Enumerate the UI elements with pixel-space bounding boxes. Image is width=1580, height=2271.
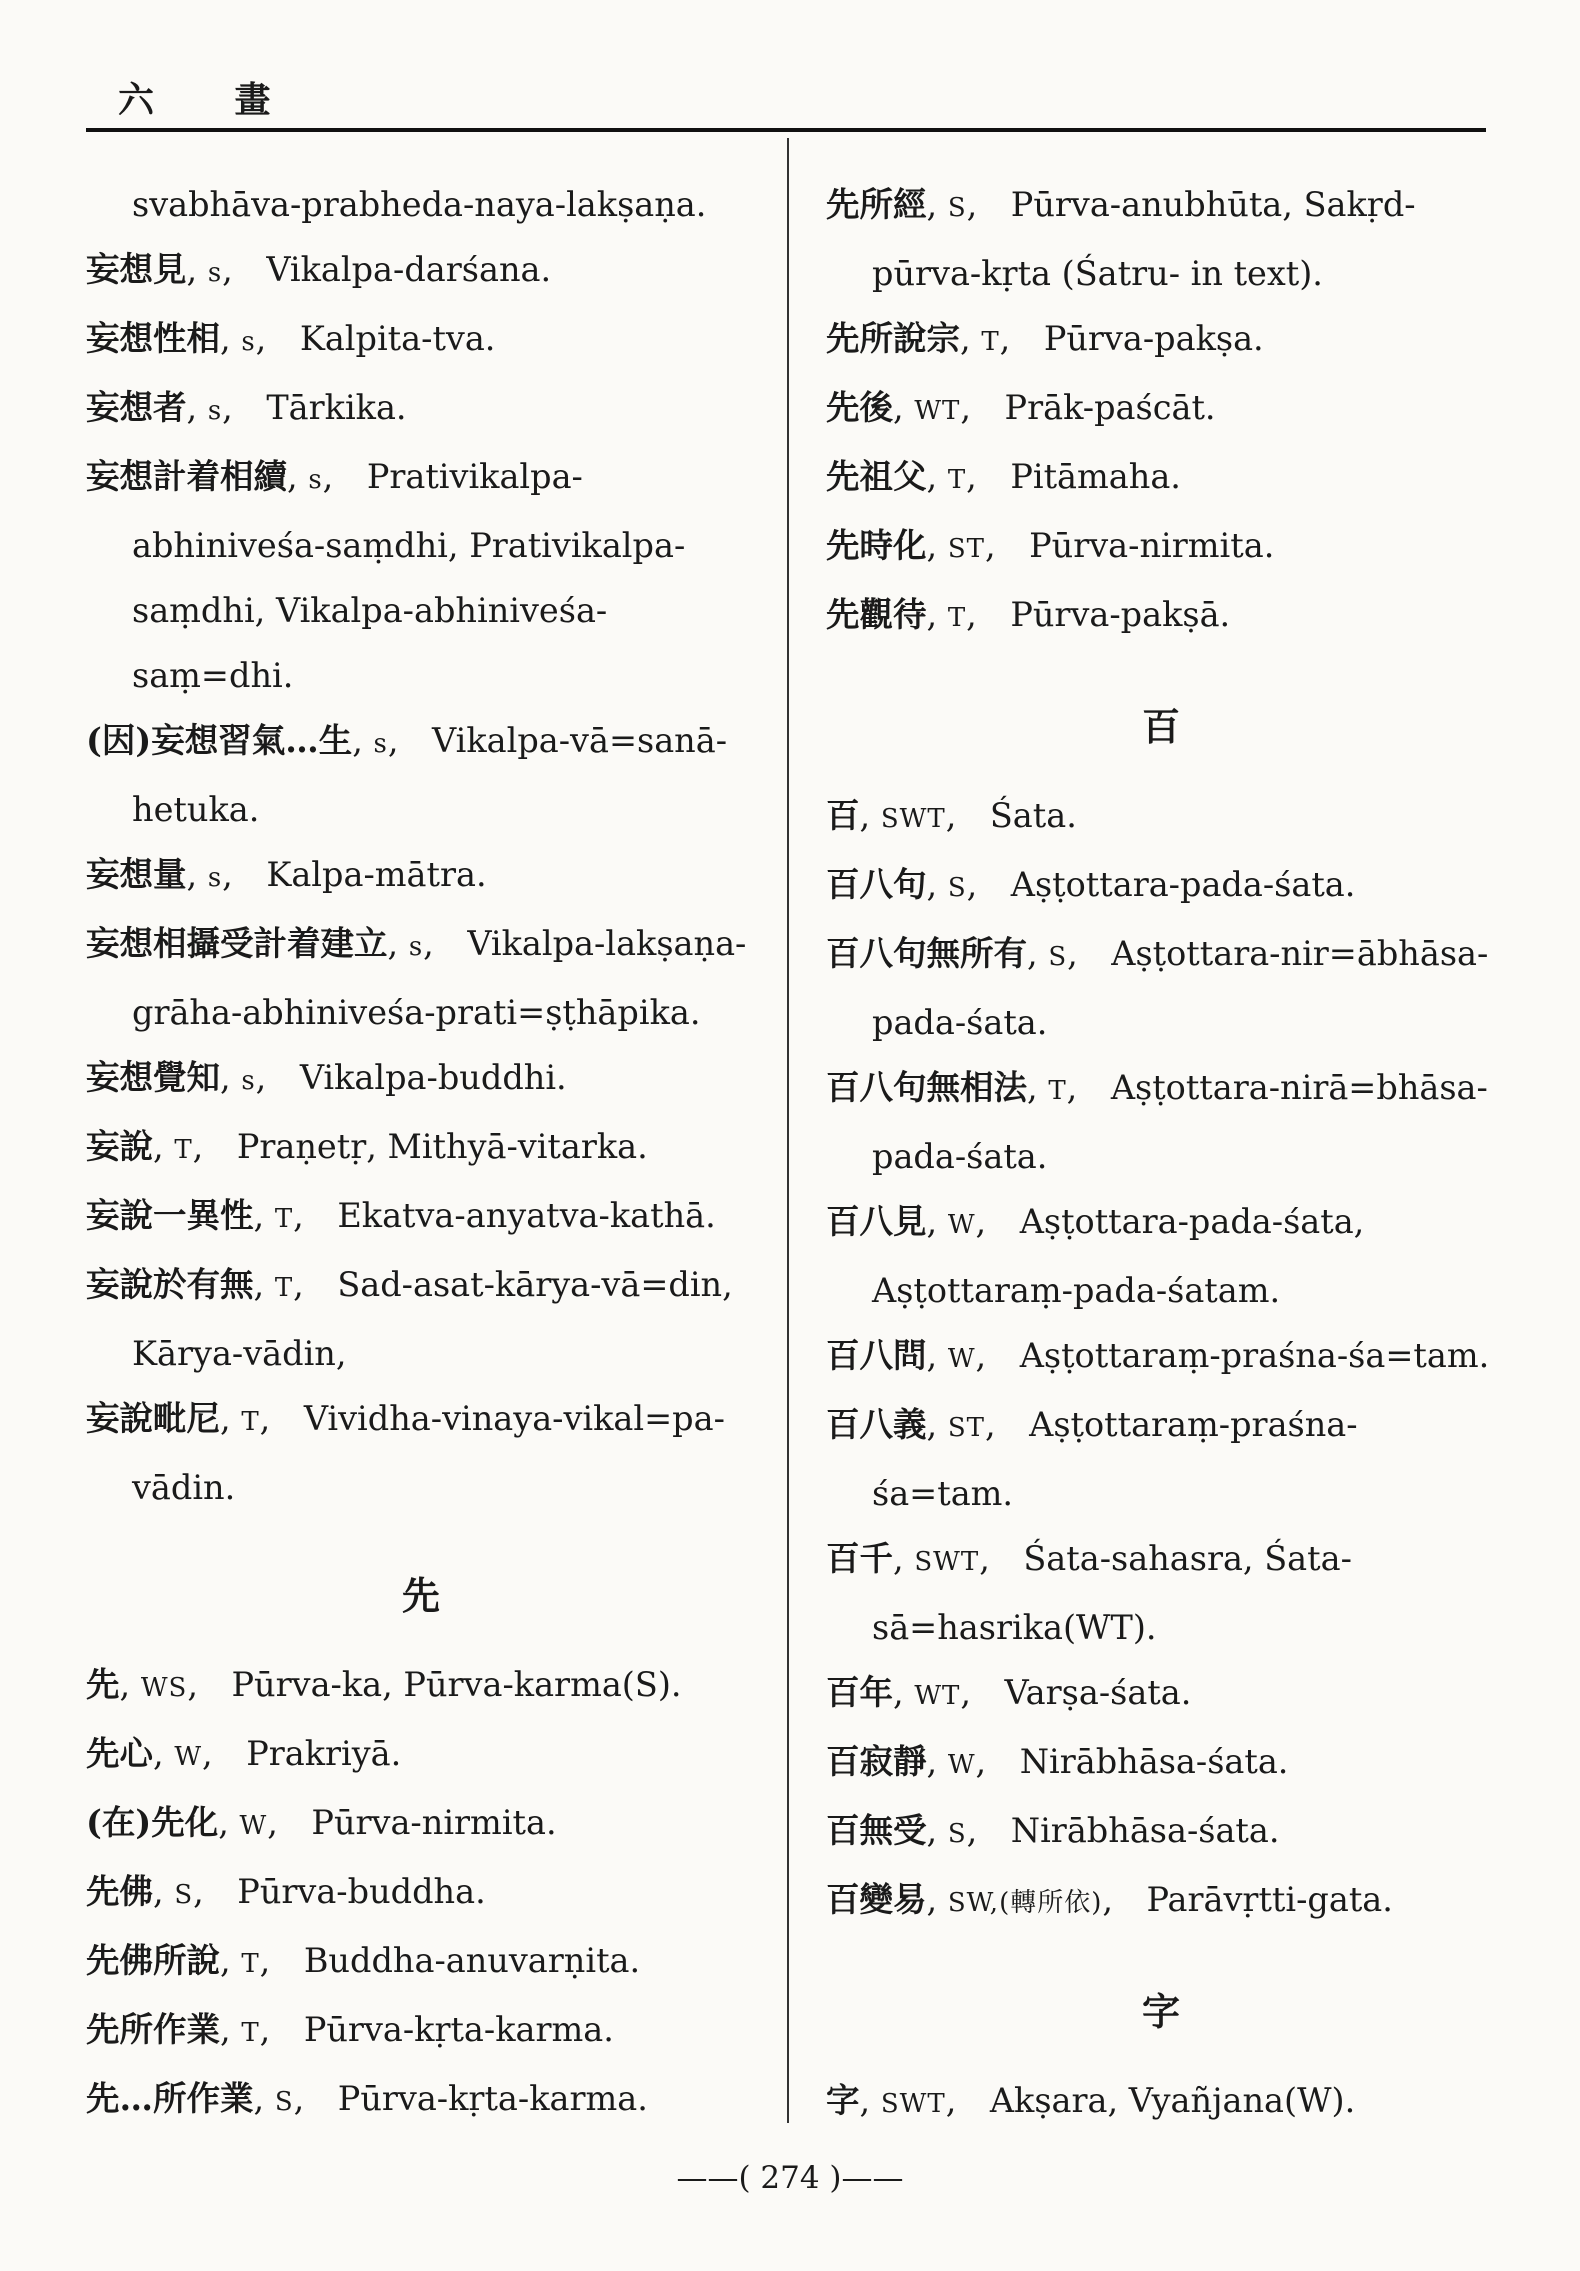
entry-headword: 字 [826, 2081, 860, 2120]
entry-source: T [947, 465, 967, 495]
dictionary-entry: 先時化, ST, Pūrva-nirmita. [826, 526, 1275, 565]
entry-headword: 先…所作業 [86, 2079, 254, 2118]
entry-headword: 百八句 [826, 865, 927, 904]
entry-source: W [947, 1344, 976, 1374]
entry-source: S [1048, 942, 1068, 972]
section-heading: 先 [401, 1573, 440, 1618]
entry-source: S [274, 2087, 294, 2117]
entry-sanskrit: Pūrva-kṛta-karma. [303, 2010, 614, 2049]
entry-headword: 先所作業 [86, 2010, 220, 2049]
dictionary-entry: 百八義, ST, Aṣṭottaraṃ-praśna-śa=tam. [826, 1405, 1358, 1513]
entry-source: S [947, 1819, 967, 1849]
running-head: 六 畫 [118, 79, 305, 121]
dictionary-entry: 先…所作業, S, Pūrva-kṛta-karma. [86, 2079, 648, 2118]
entry-sanskrit: Aṣṭottara-pada-śata, Aṣṭottaraṃ-pada-śatam. [872, 1202, 1365, 1310]
entry-sanskrit: Pūrva-kṛta-karma. [337, 2079, 648, 2118]
entry-headword: 先佛 [86, 1872, 153, 1911]
right-column [826, 172, 1496, 2137]
entry-source: T [274, 1273, 294, 1303]
dictionary-entry: 先心, W, Prakriyā. [86, 1734, 402, 1773]
entry-source: WT [914, 396, 961, 426]
entry-headword: 妄想覺知 [86, 1058, 220, 1097]
entry-sanskrit: Aṣṭottaraṃ-praśna-śa=tam. [1019, 1336, 1490, 1375]
entry-headword: 百年 [826, 1673, 893, 1712]
entry-source: SWT [880, 2089, 946, 2119]
entry-sanskrit: Kalpita-tva. [299, 319, 496, 358]
dictionary-entry: (在)先化, W, Pūrva-nirmita. [86, 1803, 557, 1842]
entry-source: SWT [914, 1547, 980, 1577]
entry-source: W [174, 1742, 203, 1772]
dictionary-entry: 妄想量, s, Kalpa-mātra. [86, 855, 487, 894]
entry-sanskrit: Pūrva-nirmita. [1029, 526, 1275, 565]
entry-headword: 百八句無所有 [826, 934, 1027, 973]
entry-headword: 先 [86, 1665, 120, 1704]
entry-sanskrit: Prāk-paścāt. [1004, 388, 1216, 427]
entry-source: S [947, 873, 967, 903]
entry-sanskrit: svabhāva-prabheda-naya-lakṣaṇa. [132, 185, 707, 224]
entry-source: T [274, 1204, 294, 1234]
entry-source: s [241, 327, 256, 357]
entry-source: W [239, 1811, 268, 1841]
dictionary-entry: 百八問, W, Aṣṭottaraṃ-praśna-śa=tam. [826, 1336, 1490, 1375]
entry-source: s [408, 932, 424, 962]
dictionary-entry: 先, WS, Pūrva-ka, Pūrva-karma(S). [86, 1665, 682, 1704]
dictionary-entry: 百, SWT, Śata. [826, 796, 1077, 835]
entry-headword: 百八見 [826, 1202, 927, 1241]
dictionary-entry [86, 172, 756, 237]
column-divider [787, 138, 789, 2123]
dictionary-entry: 百八句無所有, S, Aṣṭottara-nir=ābhāsa-pada-śata. [826, 934, 1489, 1042]
entry-source: W [947, 1750, 976, 1780]
entry-sanskrit: Pūrva-buddha. [237, 1872, 486, 1911]
dictionary-entry: 妄想相攝受計着建立, s, Vikalpa-lakṣaṇa-grāha-abhiniveśa-prati=ṣṭhāpika. [86, 924, 747, 1032]
dictionary-entry: 百變易, SW,(轉所依), Parāvṛtti-gata. [826, 1880, 1393, 1919]
entry-headword: 先所經 [826, 185, 927, 224]
dictionary-entry: 先佛, S, Pūrva-buddha. [86, 1872, 486, 1911]
header-rule [86, 128, 1486, 132]
entry-sanskrit: Vikalpa-vā=sanā-hetuka. [132, 721, 728, 829]
dictionary-entry: 百無受, S, Nirābhāsa-śata. [826, 1811, 1280, 1850]
dictionary-entry: 百八見, W, Aṣṭottara-pada-śata, Aṣṭottaraṃ-pada-śatam. [826, 1202, 1365, 1310]
entry-sanskrit: Śata. [989, 796, 1077, 835]
entry-source: s [241, 1066, 256, 1096]
entry-sanskrit: Pūrva-pakṣa. [1043, 319, 1264, 358]
entry-headword: (因)妄想習氣…生 [86, 721, 353, 760]
dictionary-entry: 百八句, S, Aṣṭottara-pada-śata. [826, 865, 1356, 904]
entry-sanskrit: Prakriyā. [246, 1734, 402, 1773]
section-heading: 百 [1141, 704, 1180, 749]
entry-source: SWT [880, 804, 946, 834]
entry-sanskrit: Pūrva-ka, Pūrva-karma(S). [231, 1665, 682, 1704]
dictionary-entry: 百年, WT, Varṣa-śata. [826, 1673, 1192, 1712]
entry-headword: 妄說毗尼 [86, 1399, 220, 1438]
entry-sanskrit: Parāvṛtti-gata. [1146, 1880, 1393, 1919]
dictionary-entry: 妄想者, s, Tārkika. [86, 388, 407, 427]
entry-source: T [981, 327, 1000, 357]
entry-headword: 百變易 [826, 1880, 927, 1919]
entry-sanskrit: Vividha-vinaya-vikal=pa-vādin. [132, 1399, 725, 1507]
entry-source: T [241, 2018, 260, 2048]
entry-sanskrit: Akṣara, Vyañjana(W). [989, 2081, 1356, 2120]
entry-sanskrit: Praṇetṛ, Mithyā-vitarka. [236, 1127, 648, 1166]
entry-source: s [207, 396, 223, 426]
entry-sanskrit: Aṣṭottara-nirā=bhāsa-pada-śata. [872, 1068, 1488, 1176]
entry-sanskrit: Śata-sahasra, Śata-sā=hasrika(WT). [872, 1539, 1352, 1647]
entry-sanskrit: Pitāmaha. [1010, 457, 1181, 496]
entry-sanskrit: Aṣṭottaraṃ-praśna-śa=tam. [872, 1405, 1358, 1513]
entry-source: s [373, 729, 388, 759]
entry-headword: 先佛所說 [86, 1941, 220, 1980]
entry-sanskrit: Vikalpa-darśana. [266, 250, 552, 289]
entry-sanskrit: Vikalpa-lakṣaṇa-grāha-abhiniveśa-prati=ṣṭhāpika. [132, 924, 747, 1032]
entry-source: T [174, 1135, 193, 1165]
entry-headword: 先所說宗 [826, 319, 960, 358]
entry-sanskrit: Pūrva-pakṣā. [1010, 595, 1231, 634]
entry-sanskrit: Aṣṭottara-nir=ābhāsa-pada-śata. [872, 934, 1489, 1042]
entry-sanskrit: Varṣa-śata. [1004, 1673, 1192, 1712]
entry-sanskrit: Nirābhāsa-śata. [1010, 1811, 1280, 1850]
entry-headword: 先心 [86, 1734, 153, 1773]
dictionary-entry: 百八句無相法, T, Aṣṭottara-nirā=bhāsa-pada-śata. [826, 1068, 1488, 1176]
entry-sanskrit: Pūrva-anubhūta, Sakṛd-pūrva-kṛta (Śatru- in text). [872, 185, 1416, 293]
entry-headword: 百無受 [826, 1811, 927, 1850]
dictionary-entry: 妄說一異性, T, Ekatva-anyatva-kathā. [86, 1196, 716, 1235]
entry-source: s [308, 465, 323, 495]
dictionary-entry: 先所作業, T, Pūrva-kṛta-karma. [86, 2010, 614, 2049]
dictionary-entry: 妄說於有無, T, Sad-asat-kārya-vā=din, Kārya-vādin, [86, 1265, 733, 1373]
entry-sanskrit: Vikalpa-buddhi. [299, 1058, 567, 1097]
entry-headword: 妄想計着相續 [86, 457, 287, 496]
entry-source: s [207, 863, 223, 893]
entry-headword: 妄想性相 [86, 319, 220, 358]
entry-headword: 百寂靜 [826, 1742, 927, 1781]
entry-headword: 先後 [826, 388, 893, 427]
entry-sanskrit: Pūrva-nirmita. [311, 1803, 557, 1842]
entry-headword: 百八義 [826, 1405, 927, 1444]
entry-sanskrit: Sad-asat-kārya-vā=din, Kārya-vādin, [132, 1265, 733, 1373]
entry-sanskrit: Nirābhāsa-śata. [1019, 1742, 1289, 1781]
section-heading: 字 [1141, 1989, 1180, 2034]
entry-headword: 先祖父 [826, 457, 927, 496]
dictionary-entry: 妄想見, s, Vikalpa-darśana. [86, 250, 552, 289]
entry-source: WT [914, 1681, 961, 1711]
entry-headword: 先觀待 [826, 595, 927, 634]
entry-source: W [947, 1210, 976, 1240]
entry-headword: 百八問 [826, 1336, 927, 1375]
dictionary-entry: 妄說, T, Praṇetṛ, Mithyā-vitarka. [86, 1127, 648, 1166]
dictionary-entry: 百寂靜, W, Nirābhāsa-śata. [826, 1742, 1289, 1781]
entry-source: T [241, 1949, 260, 1979]
entry-source: T [241, 1407, 260, 1437]
dictionary-entry: 妄想覺知, s, Vikalpa-buddhi. [86, 1058, 567, 1097]
entry-headword: 妄想量 [86, 855, 187, 894]
entry-sanskrit: Tārkika. [266, 388, 407, 427]
dictionary-entry: 先後, WT, Prāk-paścāt. [826, 388, 1216, 427]
entry-headword: 妄說於有無 [86, 1265, 254, 1304]
dictionary-entry: 百千, SWT, Śata-sahasra, Śata-sā=hasrika(WT). [826, 1539, 1352, 1647]
entry-sanskrit: Buddha-anuvarṇita. [303, 1941, 641, 1980]
entry-headword: 妄想者 [86, 388, 187, 427]
entry-source: S [947, 193, 967, 223]
entry-source: ST [947, 534, 985, 564]
left-column [86, 172, 756, 2135]
entry-headword: 百千 [826, 1539, 893, 1578]
entry-source: WS [140, 1673, 188, 1703]
entry-headword: 百 [826, 796, 860, 835]
entry-headword: 妄想相攝受計着建立 [86, 924, 388, 963]
entry-source: T [1048, 1076, 1067, 1106]
dictionary-entry: 先佛所說, T, Buddha-anuvarṇita. [86, 1941, 641, 1980]
entry-source: S [174, 1880, 194, 1910]
entry-source: T [947, 603, 967, 633]
dictionary-entry: 字, SWT, Akṣara, Vyañjana(W). [826, 2081, 1356, 2120]
entry-headword: (在)先化 [86, 1803, 219, 1842]
dictionary-entry: 先所說宗, T, Pūrva-pakṣa. [826, 319, 1264, 358]
entry-headword: 妄想見 [86, 250, 187, 289]
entry-headword: 妄說一異性 [86, 1196, 254, 1235]
dictionary-entry: 先祖父, T, Pitāmaha. [826, 457, 1181, 496]
page-number: ——( 274 )—— [676, 2160, 904, 2196]
entry-sanskrit: Aṣṭottara-pada-śata. [1010, 865, 1356, 904]
entry-sanskrit: Prativikalpa-abhiniveśa-saṃdhi, Prativikalpa-saṃdhi, Vikalpa-abhiniveśa-saṃ=dhi. [132, 457, 686, 695]
entry-headword: 先時化 [826, 526, 927, 565]
entry-headword: 妄說 [86, 1127, 153, 1166]
dictionary-entry: 先所經, S, Pūrva-anubhūta, Sakṛd-pūrva-kṛta (Śatru- in text). [826, 185, 1416, 293]
entry-sanskrit: Ekatva-anyatva-kathā. [337, 1196, 716, 1235]
dictionary-entry: (因)妄想習氣…生, s, Vikalpa-vā=sanā-hetuka. [86, 721, 728, 829]
dictionary-entry: 妄想計着相續, s, Prativikalpa-abhiniveśa-saṃdhi, Prativikalpa-saṃdhi, Vikalpa-abhiniveśa-saṃ=dhi. [86, 457, 686, 695]
dictionary-entry: 妄說毗尼, T, Vividha-vinaya-vikal=pa-vādin. [86, 1399, 725, 1507]
entry-sanskrit: Kalpa-mātra. [266, 855, 487, 894]
dictionary-entry: 先觀待, T, Pūrva-pakṣā. [826, 595, 1231, 634]
dictionary-entry: 妄想性相, s, Kalpita-tva. [86, 319, 496, 358]
entry-headword: 百八句無相法 [826, 1068, 1027, 1107]
entry-source: SW,(轉所依) [947, 1888, 1103, 1918]
entry-source: ST [947, 1413, 985, 1443]
entry-source: s [207, 258, 223, 288]
